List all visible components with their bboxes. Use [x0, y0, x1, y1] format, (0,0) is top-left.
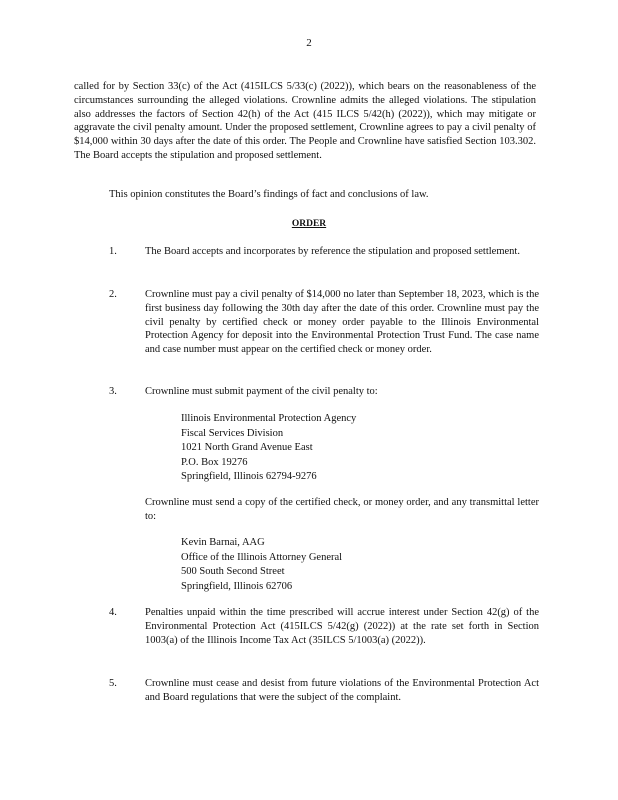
- address-line: Office of the Illinois Attorney General: [181, 551, 343, 563]
- address-line: 1021 North Grand Avenue East: [181, 442, 313, 454]
- order-heading: ORDER: [291, 219, 327, 229]
- item-text: Penalties unpaid within the time prescribed will accrue interest under Section 42(g) of the Environmental Protection Act (415ILCS 5/42(g) (2022)) at the rate set forth in Section 1003(a) of the Illinois Income Tax Act (35ILCS 5/1003(a) (2022)).: [145, 607, 539, 646]
- address-line: P.O. Box 19276: [181, 456, 248, 468]
- attorney-address-block: [181, 536, 342, 594]
- item-number: 5.: [109, 678, 117, 689]
- address-line: Springfield, Illinois 62706: [181, 580, 293, 592]
- item-text: Crownline must cease and desist from future violations of the Environmental Protection Act and Board regulations that were the subject of the complaint.: [145, 678, 539, 703]
- item-number: 4.: [109, 607, 117, 618]
- item-text: Crownline must pay a civil penalty of $14,000 no later than September 18, 2023, which is the first business day following the 30th day after the date of this order. Crownline must pay the civil penalty by certified check or money order payable to the Illinois Environmental Protection Agency for deposit into the Environmental Protection Trust Fund. The case name and case number must appear on the certified check or money order.: [145, 289, 539, 356]
- findings-paragraph: This opinion constitutes the Board’s findings of fact and conclusions of law.: [109, 189, 429, 200]
- address-line: Kevin Barnai, AAG: [181, 537, 265, 548]
- item3-subparagraph: Crownline must send a copy of the certified check, or money order, and any transmittal letter to:: [145, 497, 539, 522]
- item-text: The Board accepts and incorporates by reference the stipulation and proposed settlement.: [145, 246, 520, 257]
- payment-address-block: [181, 412, 356, 485]
- address-line: Illinois Environmental Protection Agency: [181, 413, 357, 424]
- address-line: Fiscal Services Division: [181, 427, 284, 439]
- address-line: 500 South Second Street: [181, 566, 285, 578]
- item-number: 1.: [109, 246, 117, 257]
- item-text: Crownline must submit payment of the civil penalty to:: [145, 386, 378, 397]
- page-number: 2: [306, 37, 312, 49]
- item-number: 2.: [109, 289, 117, 300]
- address-line: Springfield, Illinois 62794-9276: [181, 471, 317, 483]
- opinion-paragraph: called for by Section 33(c) of the Act (415ILCS 5/33(c) (2022)), which bears on the reasonableness of the circumstances surrounding the alleged violations. Crownline admits the alleged violations. The stipulation also addresses the factors of Section 42(h) of the Act (415 ILCS 5/42(h) (2022)), which may mitigate or aggravate the civil penalty amount. Under the proposed settlement, Crownline agrees to pay a civil penalty of $14,000 within 30 days after the date of this order. The People and Crownline have satisfied Section 103.302. The Board accepts the stipulation and proposed settlement.: [74, 81, 536, 161]
- item-number: 3.: [109, 386, 117, 397]
